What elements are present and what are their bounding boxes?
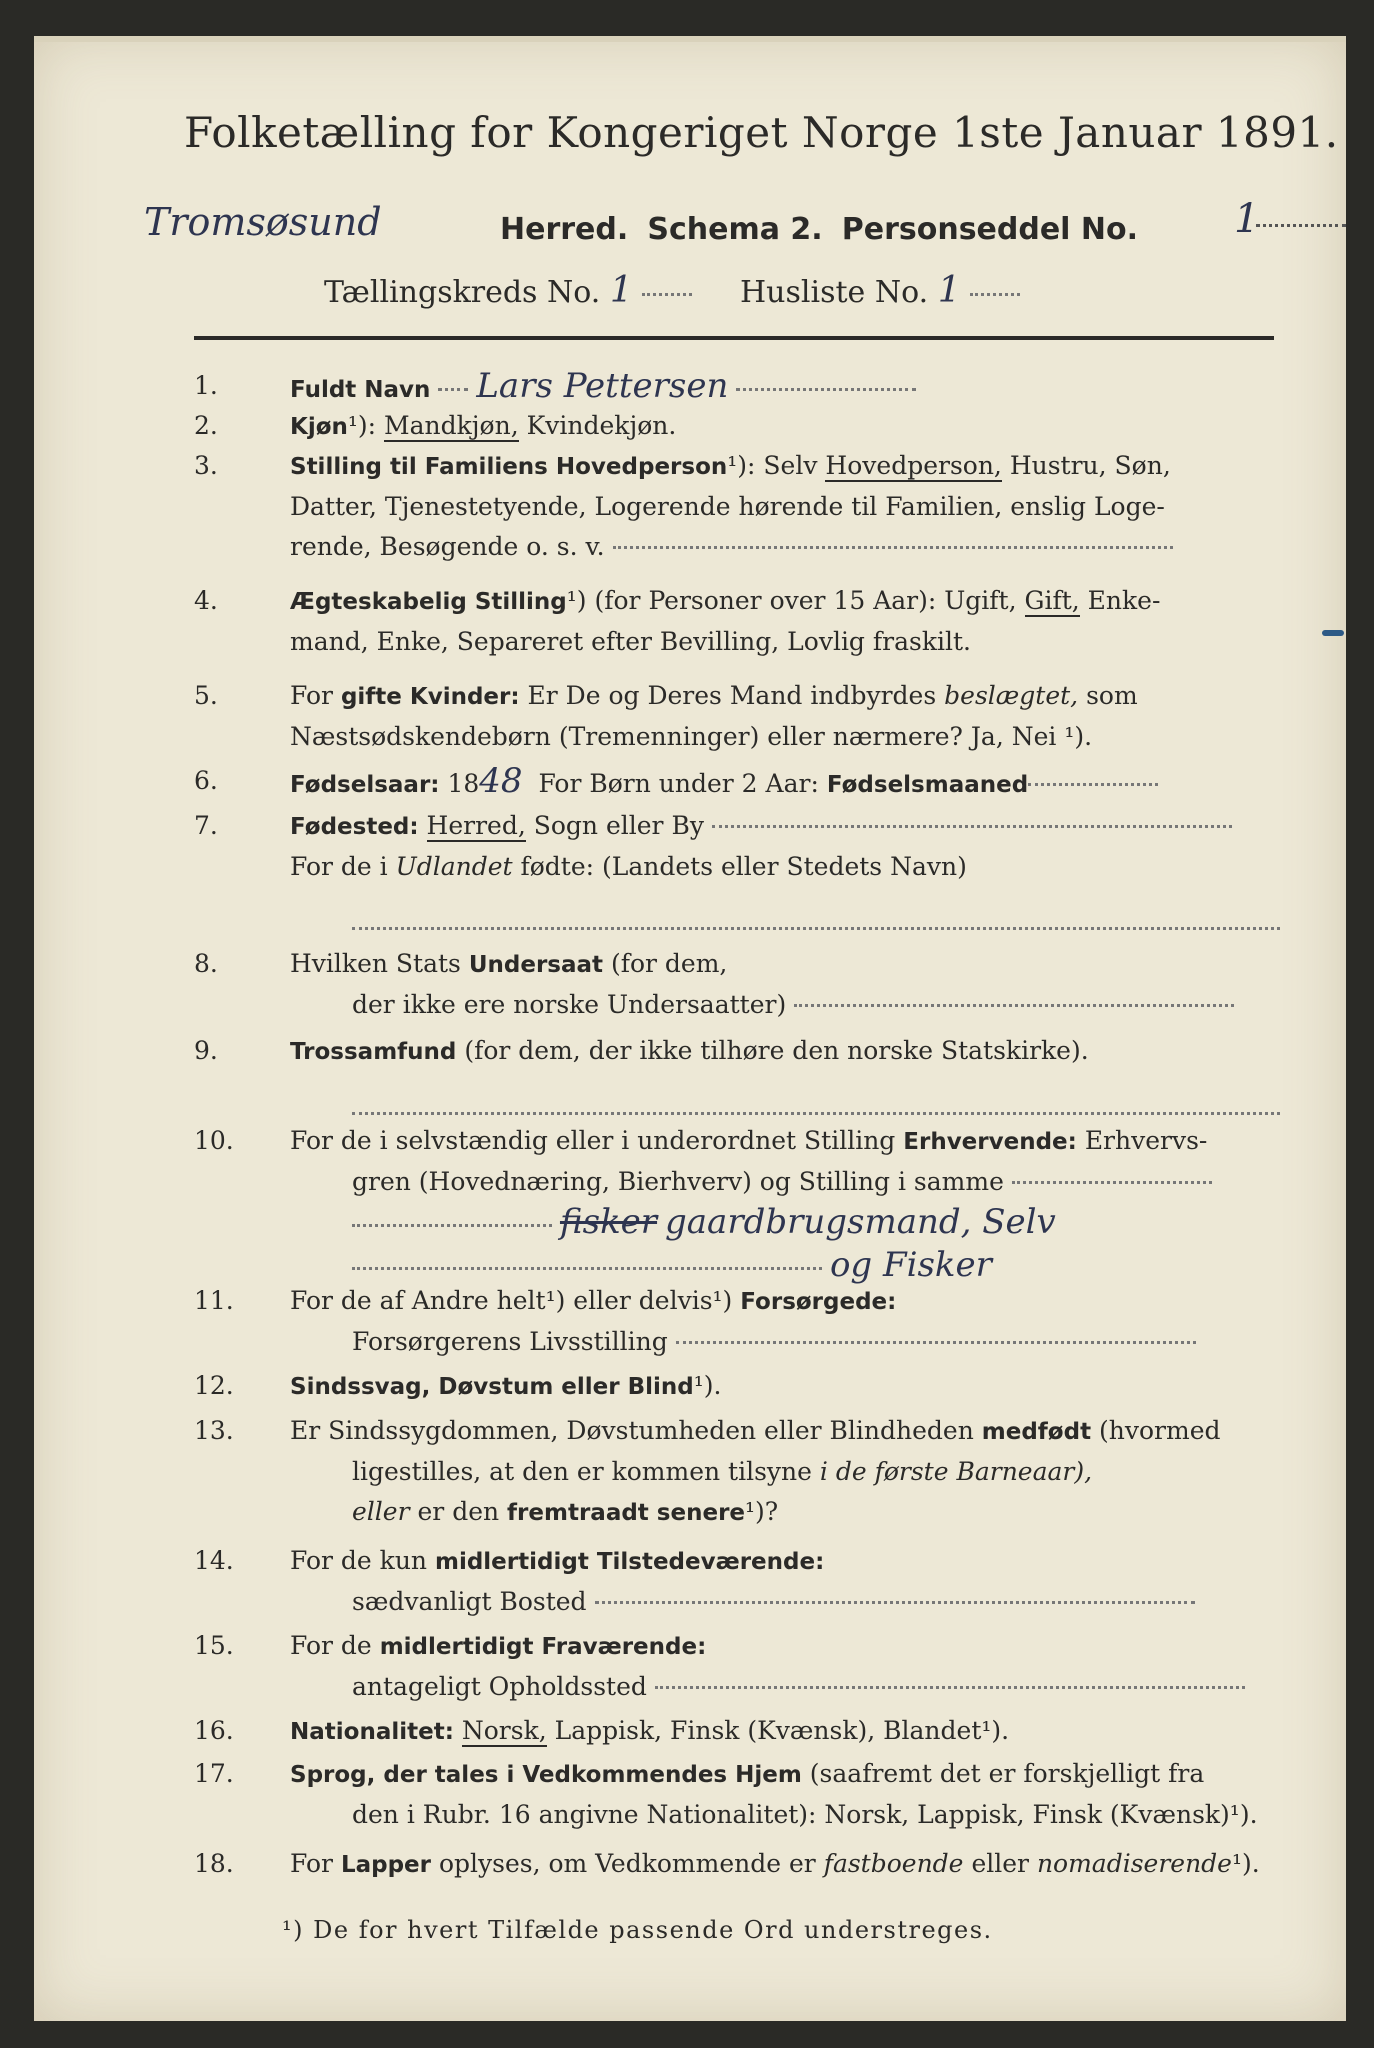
religion-label: Trossamfund: [290, 1039, 457, 1065]
item-number: 14.: [194, 1546, 234, 1575]
text: For de i selvstændig eller i underordnet Stilling: [290, 1126, 896, 1155]
footnote-mark: ¹):: [727, 451, 756, 480]
text: (for Personer over 15 Aar): Ugift,: [594, 586, 1017, 615]
text: er den: [417, 1497, 500, 1526]
personseddel-dots: [1256, 224, 1346, 227]
text: For Børn under 2 Aar:: [538, 769, 819, 798]
footnote-mark: ¹).: [693, 1371, 722, 1400]
dots: [1028, 783, 1158, 786]
sex-label: Kjøn: [290, 414, 348, 440]
kreds-number: 1: [609, 270, 633, 311]
census-form: [34, 36, 1346, 2021]
footnote-mark: ¹): [566, 586, 587, 615]
birth-month-label: Fødselsmaaned: [826, 772, 1029, 798]
husliste-label: Husliste No.: [740, 275, 929, 310]
form-title: Folketælling for Kongeriget Norge 1ste Januar 1891.: [184, 108, 1339, 157]
item-number: 5.: [194, 681, 218, 710]
text: For: [290, 1849, 333, 1878]
footnote-mark: ¹):: [347, 411, 377, 440]
text: Hustru, Søn,: [1009, 451, 1171, 480]
dots: [794, 1004, 1234, 1007]
text: (for dem,: [610, 949, 728, 978]
sex-option-female: Kvindekjøn.: [526, 411, 677, 440]
occupation-label: Erhvervende:: [903, 1129, 1077, 1155]
personseddel-label: Personseddel No.: [841, 212, 1139, 247]
birthplace-label: Fødested:: [290, 814, 419, 840]
text: Forsørgerens Livsstilling: [352, 1327, 668, 1356]
supported-label: Forsørgede:: [740, 1289, 897, 1315]
item-number: 13.: [194, 1416, 234, 1445]
later-onset-label: fremtraadt senere: [507, 1500, 746, 1526]
kreds-label: Tællingskreds No.: [324, 275, 601, 310]
text: oplyses, om Vedkommende er: [438, 1849, 816, 1878]
item-number: 7.: [194, 811, 218, 840]
temporarily-absent-label: midlertidigt Fraværende:: [379, 1634, 707, 1660]
item-number: 3.: [194, 451, 218, 480]
item-number: 11.: [194, 1286, 234, 1315]
text: fødte: (Landets eller Stedets Navn): [520, 852, 967, 881]
husliste-number: 1: [937, 270, 961, 311]
text: Næstsødskendebørn (Tremenninger) eller nærmere? Ja, Nei ¹).: [290, 722, 1093, 751]
married-women-label: gifte Kvinder:: [340, 684, 520, 710]
sami-label: Lapper: [340, 1852, 431, 1878]
dots: [712, 825, 1232, 828]
text: Er Sindssygdommen, Døvstumheden eller Blindheden: [290, 1416, 974, 1445]
dots: [352, 1267, 822, 1270]
text: (hvormed: [1099, 1416, 1221, 1445]
name-dots: [438, 388, 468, 391]
occupation-struck-value: fisker: [559, 1202, 658, 1242]
nationality-option-norsk: Norsk,: [461, 1716, 547, 1745]
herred-handwritten: Tromsøsund: [144, 200, 382, 244]
item-number: 9.: [194, 1036, 218, 1065]
header-rule: [194, 336, 1274, 340]
text: sædvanligt Bosted: [352, 1587, 587, 1616]
item-number: 6.: [194, 766, 218, 795]
kreds-row: [324, 270, 1020, 311]
text: Sogn eller By: [533, 811, 704, 840]
text: Enke-: [1087, 586, 1161, 615]
text: Datter, Tjenestetyende, Logerende hørende til Familien, enslig Loge-: [290, 492, 1165, 521]
congenital-label: medfødt: [981, 1419, 1092, 1445]
text: gren (Hovednæring, Bierhverv) og Stilling i samme: [352, 1167, 1004, 1196]
text: Lappisk, Finsk (Kvænsk), Blandet¹).: [554, 1716, 1010, 1745]
text: som: [1086, 681, 1138, 710]
item-number: 18.: [194, 1849, 234, 1878]
occupation-value: gaardbrugsmand, Selv: [665, 1202, 1056, 1242]
text: den i Rubr. 16 angivne Nationalitet): Norsk, Lappisk, Finsk (Kvænsk)¹).: [352, 1800, 1258, 1829]
dots: [352, 1224, 552, 1227]
text: For de af Andre helt: [290, 1286, 546, 1315]
full-name-value: Lars Pettersen: [476, 366, 729, 406]
text: For de: [290, 1631, 372, 1660]
subject-label: Undersaat: [468, 952, 604, 978]
text: fastboende: [823, 1849, 964, 1878]
item-number: 8.: [194, 949, 218, 978]
marital-option-married: Gift,: [1024, 586, 1080, 615]
home-language-label: Sprog, der tales i Vedkommendes Hjem: [290, 1762, 802, 1788]
birth-year-label: Fødselsaar:: [290, 772, 440, 798]
sex-option-male: Mandkjøn,: [384, 411, 519, 440]
schema-labels: [500, 212, 1138, 247]
text: Hvilken Stats: [290, 949, 461, 978]
household-option-head: Hovedperson,: [825, 451, 1002, 480]
text: Selv: [763, 451, 818, 480]
nationality-label: Nationalitet:: [290, 1719, 454, 1745]
text: Er De og Deres Mand indbyrdes: [527, 681, 937, 710]
footnote: ¹) De for hvert Tilfælde passende Ord understreges.: [282, 1916, 993, 1944]
occupation-value-2: og Fisker: [829, 1245, 992, 1285]
birthplace-option-herred: Herred,: [426, 811, 526, 840]
item-number: 15.: [194, 1631, 234, 1660]
paper-edge: [34, 36, 1346, 42]
dots: [595, 1601, 1195, 1604]
text: ¹) eller delvis: [545, 1286, 713, 1315]
text: eller: [352, 1497, 410, 1526]
item-number: 17.: [194, 1759, 234, 1788]
ink-blot: [1322, 630, 1344, 636]
text: ligestilles, at den er kommen tilsyne: [352, 1457, 812, 1486]
text: For: [290, 681, 333, 710]
dots-line: [352, 887, 1280, 930]
item-number: 1.: [194, 371, 218, 400]
dots-line: [352, 1072, 1280, 1115]
text: nomadiserende: [1036, 1849, 1232, 1878]
disability-label: Sindssvag, Døvstum eller Blind: [290, 1374, 694, 1400]
dots: [676, 1341, 1196, 1344]
schema-label: Schema 2.: [647, 212, 823, 247]
text: eller: [971, 1849, 1029, 1878]
text: ¹): [712, 1286, 733, 1315]
schema-row: [144, 196, 1294, 258]
text: 18: [447, 769, 480, 798]
item-number: 2.: [194, 411, 218, 440]
text: mand, Enke, Separeret efter Bevilling, Lovlig fraskilt.: [290, 627, 971, 656]
text: For de i: [290, 852, 388, 881]
text: i de første Barneaar),: [819, 1457, 1093, 1486]
item-number: 16.: [194, 1716, 234, 1745]
full-name-label: Fuldt Navn: [290, 377, 431, 403]
personseddel-number: 1: [1234, 196, 1260, 242]
kreds-dots: [642, 293, 692, 296]
text: rende, Besøgende o. s. v.: [290, 532, 605, 561]
birth-year-value: 48: [479, 761, 523, 801]
item-number: 10.: [194, 1126, 234, 1155]
text: (for dem, der ikke tilhøre den norske Statskirke).: [464, 1036, 1089, 1065]
text: ¹)?: [745, 1497, 779, 1526]
dots: [655, 1686, 1245, 1689]
temporarily-present-label: midlertidigt Tilstedeværende:: [434, 1549, 825, 1575]
household-position-label: Stilling til Familiens Hovedperson: [290, 454, 728, 480]
marital-status-label: Ægteskabelig Stilling: [290, 589, 567, 615]
name-dots-tail: [736, 388, 916, 391]
text: ¹).: [1231, 1849, 1260, 1878]
item-number: 4.: [194, 586, 218, 615]
item-number: 12.: [194, 1371, 234, 1400]
text: (saafremt det er forskjelligt fra: [809, 1759, 1205, 1788]
text: beslægtet,: [944, 681, 1079, 710]
herred-label: Herred.: [500, 212, 629, 247]
dots: [1012, 1181, 1212, 1184]
text: Udlandet: [395, 852, 513, 881]
text: For de kun: [290, 1546, 428, 1575]
text: Erhvervs-: [1084, 1126, 1208, 1155]
text: der ikke ere norske Undersaatter): [352, 990, 787, 1019]
husliste-dots: [970, 293, 1020, 296]
text: antageligt Opholdssted: [352, 1672, 647, 1701]
dots: [613, 546, 1173, 549]
